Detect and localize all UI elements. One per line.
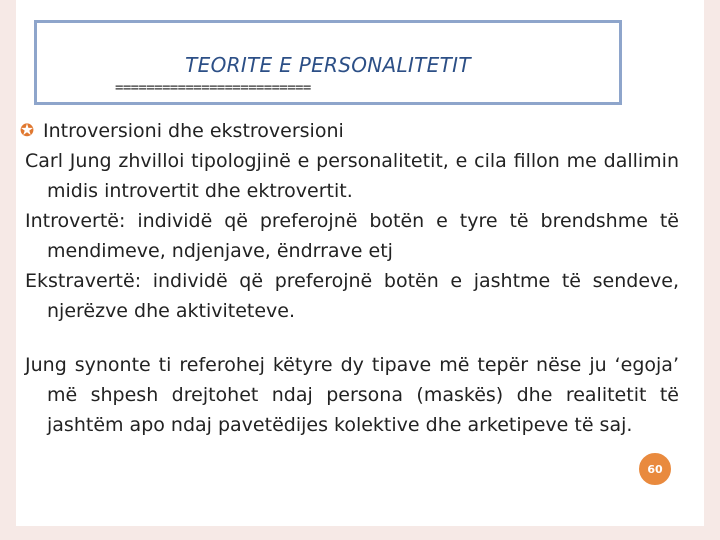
slide-title: TEORITE E PERSONALITETIT bbox=[185, 53, 471, 77]
bottom-border bbox=[0, 526, 720, 540]
paragraph-closing: Jung synonte ti referohej këtyre dy tipave më tepër nëse ju ‘egoja’ më shpesh drejtohet ndaj persona (maskës) dhe realitetit të jashtëm apo ndaj pavetëdijes kolektive dhe arketipeve të saj. bbox=[25, 354, 679, 436]
bullet-heading: Introversioni dhe ekstroversioni bbox=[43, 120, 344, 142]
slide-body bbox=[19, 116, 679, 440]
left-border bbox=[0, 0, 16, 540]
paragraph-extravert: Ekstravertë: individë që preferojnë botën e jashtme të sendeve, njerëzve dhe aktiviteteve. bbox=[25, 270, 679, 322]
page-number-badge: 60 bbox=[637, 451, 673, 487]
paragraph-jung: Carl Jung zhvilloi tipologjinë e personalitetit, e cila fillon me dallimin midis introvertit dhe ektrovertit. bbox=[25, 150, 679, 202]
right-border bbox=[704, 0, 720, 540]
star-icon: ✪ bbox=[19, 121, 35, 141]
title-box bbox=[34, 20, 622, 105]
bullet-heading-row bbox=[19, 116, 679, 146]
title-underline: ========================= bbox=[115, 80, 311, 96]
paragraph-introvert: Introvertë: individë që preferojnë botën e tyre të brendshme të mendimeve, ndjenjave, ëndrrave etj bbox=[25, 210, 679, 262]
spacer bbox=[25, 326, 679, 350]
